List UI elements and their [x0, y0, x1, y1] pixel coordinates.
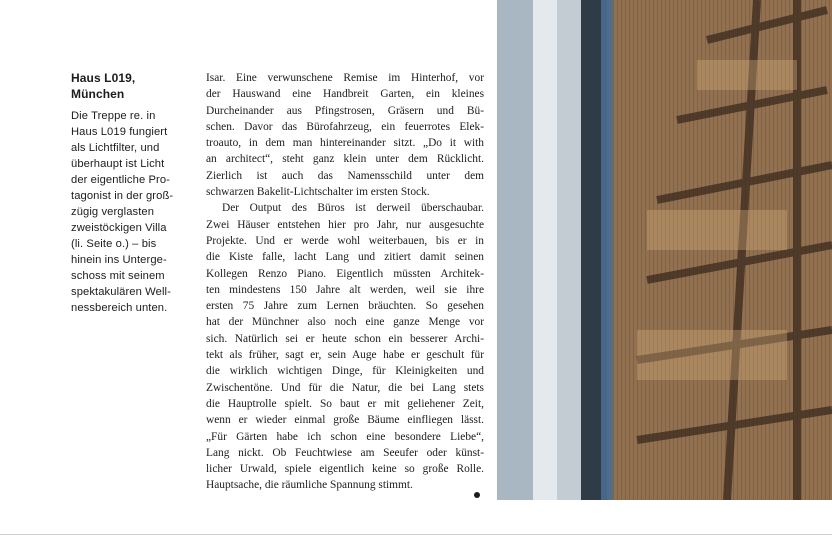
article-line: der Hauswand eine Handbreit Garten, ein kleines: [206, 88, 484, 101]
caption-line: überhaupt ist Licht: [71, 158, 165, 170]
article-line: Lang nickt. Ob Feuchtwiese am Seeufer oder künst-: [206, 446, 484, 459]
project-title-line: Haus L019,: [71, 71, 136, 85]
caption-line: schoss mit seinem: [71, 270, 165, 282]
project-title: [71, 70, 184, 102]
article-body: [206, 70, 484, 494]
article-line: Zwischentöne. Und für die Natur, die bei Lang stets: [206, 381, 484, 394]
caption-line: zügig verglasten: [71, 206, 155, 218]
article-line: licher Urwald, spiele eigentlich keine so große Rolle.: [206, 463, 484, 476]
caption-line: als Lichtfilter, und: [71, 142, 160, 154]
article-line: Projekte. Und er werde wohl weiterbauen, bis er in: [206, 234, 484, 247]
caption-line: nessbereich unten.: [71, 302, 168, 314]
article-line: wenn er wieder einmal große Bäume einfliegen lässt.: [206, 414, 484, 427]
article-line: Zierlich ist auch das Namensschild unter dem: [206, 169, 484, 182]
article-line: troauto, in dem man hintereinander sitzt. „Do it with: [206, 137, 484, 150]
caption-line: Die Treppe re. in: [71, 110, 156, 122]
article-line: die Kiste falle, lacht Lang und zitiert damit seinen: [206, 251, 484, 264]
caption-line: Haus L019 fungiert: [71, 126, 168, 138]
article-line: sich. Natürlich sei er heute schon ein besserer Archi-: [206, 332, 484, 345]
caption-line: (li. Seite o.) – bis: [71, 238, 157, 250]
caption-line: zweistöckigen Villa: [71, 222, 167, 234]
caption-line: der eigentliche Pro-: [71, 174, 171, 186]
article-line: Durcheinander aus Pfingstrosen, Gräsern und Bü-: [206, 104, 484, 117]
article-line: hat der Münchner also noch eine ganze Menge vor: [206, 316, 484, 329]
article-line: ersten 75 Jahre zum Lernen bräuchten. So gesehen: [206, 300, 484, 313]
staircase-photo: [497, 0, 832, 500]
article-line: an architect“, steht ganz klein unter dem Rücklicht.: [206, 153, 484, 166]
article-line: „Für Gärten habe ich schon eine besondere Liebe“,: [206, 430, 484, 443]
article-line: Zwei Häuser entstehen hier pro Jahr, nur ausgesuchte: [206, 218, 484, 231]
article-line: tekt als früher, sagt er, sein Auge habe er geschult für: [206, 349, 484, 362]
article-line: die Hauptrolle spielt. So baut er mit geliehener Zeit,: [206, 397, 484, 410]
end-of-article-mark: [474, 492, 480, 498]
photo-caption: [71, 108, 184, 316]
article-line: Der Output des Büros ist derweil überschaubar.: [222, 202, 484, 215]
article-line: Isar. Eine verwunschene Remise im Hinterhof, vor: [206, 72, 484, 84]
article-line: Hauptsache, die räumliche Spannung stimmt.: [206, 479, 413, 492]
article-line: die wirklich wichtigen Dinge, für Kleinigkeiten und: [206, 365, 484, 378]
article-line: ten mindestens 150 Jahre alt werden, weil sie ihre: [206, 283, 484, 296]
page-bottom-rule: [0, 534, 832, 535]
project-title-line: München: [71, 87, 125, 101]
article-line: schen. Davor das Bürofahrzeug, ein feuerrotes Elek-: [206, 120, 484, 133]
caption-line: spektakulären Well-: [71, 286, 171, 298]
article-line: schwarzen Bakelit-Lichtschalter im ersten Stock.: [206, 186, 430, 199]
article-line: Kollegen Renzo Piano. Eigentlich müssten Architek-: [206, 267, 484, 280]
sidebar-caption-block: [71, 70, 184, 316]
caption-line: tagonist in der groß-: [71, 190, 174, 202]
caption-line: hinein ins Unterge-: [71, 254, 167, 266]
